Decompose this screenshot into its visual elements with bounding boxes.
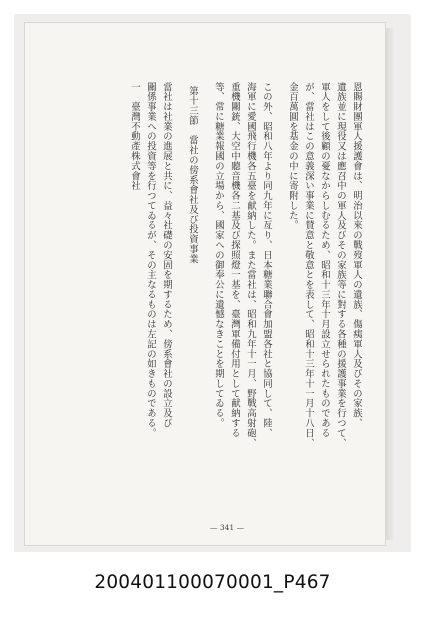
text-column: 恩賜財團軍人援護會は、明治以來の戰歿軍人の遺族、傷痍軍人及びその家族、 <box>351 82 362 429</box>
text-column: 重機關銃、大空中聽音機各二基及び探照燈一基を、臺灣軍備付用として献納する <box>229 82 240 439</box>
text-column: この外、昭和八年より同九年に亙り、日本糖業聯合會加盟各社と協同して、陸、 <box>261 82 272 439</box>
text-column: 金百萬圓を基金の中に寄附した。 <box>287 82 298 231</box>
page-number: — 341 — <box>210 523 245 532</box>
image-id-caption: 200401100070001_P467 <box>94 572 331 593</box>
text-column: 海軍に愛國飛行機各五臺を献納した。また當社は、昭和九年十一月、野戰高射砲、 <box>245 82 256 448</box>
text-column: 當社は社業の進展と共に、益々社礎の安固を期するため、傍系會社の設立及び <box>161 82 172 429</box>
text-column: 關係事業への投資等を行つてゐるが、その主なるものは左記の如きものである。 <box>145 82 156 439</box>
section-heading: 第十三節 當社の傍系會社及び投資事業 <box>187 86 198 265</box>
text-column: 軍人をして後顧の憂なからしむるため、昭和十三年十月設立せられたものである <box>319 82 330 439</box>
vertical-text-block <box>80 82 364 522</box>
text-column: が、當社はこの意義深い事業に賛意と敬意とを表して、昭和十三年十一月十八日、 <box>303 82 314 448</box>
text-column: 遺族並に現役又は應召中の軍人及びその家族等に對する各種の援護事業を行つて、 <box>335 82 346 448</box>
text-column: 等、常に糖業報國の立場から、國家への御奉公に遺憾なきことを期してゐる。 <box>213 82 224 429</box>
list-item: 一 臺灣不動產株式會社 <box>129 82 140 191</box>
